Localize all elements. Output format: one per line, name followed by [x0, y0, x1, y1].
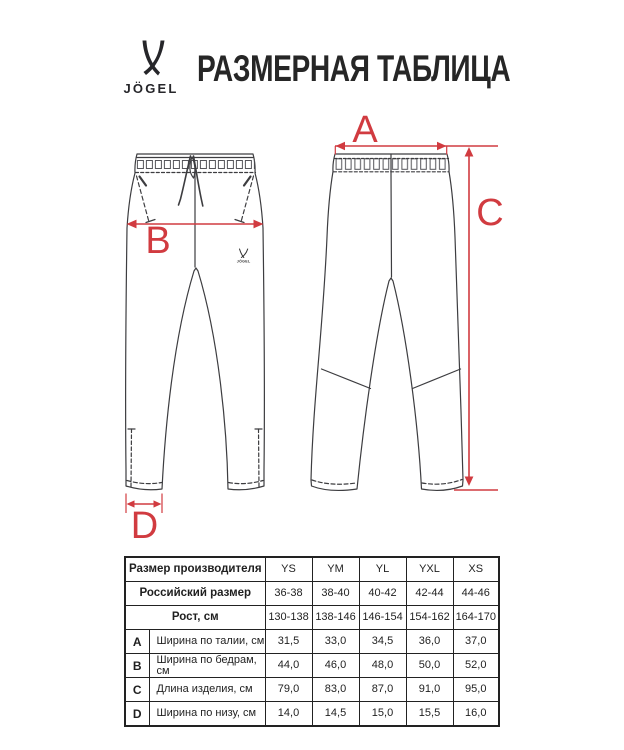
table-row-dim-c [125, 678, 499, 702]
dim-value: 15,0 [359, 702, 406, 727]
dim-value: 44,0 [265, 654, 312, 678]
dim-param-label: Ширина по бедрам, см [149, 654, 265, 678]
page-title: РАЗМЕРНАЯ ТАБЛИЦА [197, 48, 511, 89]
producer-size-label: Размер производителя [125, 557, 265, 582]
height-value: 164-170 [453, 606, 499, 630]
dim-value: 83,0 [312, 678, 359, 702]
table-row-producer-size [125, 557, 499, 582]
table-row-dim-b [125, 654, 499, 678]
dim-value: 91,0 [406, 678, 453, 702]
pants-front-view [126, 154, 265, 490]
dim-param-label: Ширина по низу, см [149, 702, 265, 727]
dim-value: 36,0 [406, 630, 453, 654]
dim-letter-cell: A [125, 630, 149, 654]
dim-value: 16,0 [453, 702, 499, 727]
size-code-ys: YS [265, 557, 312, 582]
russian-size-value: 36-38 [265, 582, 312, 606]
back-center-seam [391, 154, 392, 277]
dim-label-a: A [352, 109, 378, 151]
dim-letter-cell: D [125, 702, 149, 727]
dim-param-label: Ширина по талии, см [149, 630, 265, 654]
dim-value: 50,0 [406, 654, 453, 678]
dim-letter-cell: C [125, 678, 149, 702]
russian-size-value: 42-44 [406, 582, 453, 606]
table-row-height [125, 606, 499, 630]
height-value: 154-162 [406, 606, 453, 630]
size-code-ym: YM [312, 557, 359, 582]
table-row-dim-a [125, 630, 499, 654]
table-row-russian-size [125, 582, 499, 606]
table-row-dim-d [125, 702, 499, 727]
dim-letter-cell: B [125, 654, 149, 678]
size-table [124, 556, 500, 727]
dim-value: 46,0 [312, 654, 359, 678]
dim-value: 48,0 [359, 654, 406, 678]
size-code-yl: YL [359, 557, 406, 582]
size-code-xs: XS [453, 557, 499, 582]
dim-label-b: B [145, 220, 171, 262]
dim-label-d: D [130, 505, 159, 547]
size-code-yxl: YXL [406, 557, 453, 582]
dim-value: 79,0 [265, 678, 312, 702]
russian-size-label: Российский размер [125, 582, 265, 606]
brand-wordmark: JÖGEL [123, 81, 179, 96]
russian-size-value: 44-46 [453, 582, 499, 606]
russian-size-value: 38-40 [312, 582, 359, 606]
thigh-logo-wordmark: JÖGEL [236, 259, 251, 264]
dim-value: 37,0 [453, 630, 499, 654]
dim-value: 87,0 [359, 678, 406, 702]
dim-value: 14,0 [265, 702, 312, 727]
pants-back-view [311, 154, 463, 490]
dim-param-label: Длина изделия, см [149, 678, 265, 702]
dim-value: 34,5 [359, 630, 406, 654]
pants-back-outline [311, 154, 463, 490]
height-value: 146-154 [359, 606, 406, 630]
dim-value: 14,5 [312, 702, 359, 727]
dim-value: 95,0 [453, 678, 499, 702]
dim-value: 33,0 [312, 630, 359, 654]
russian-size-value: 40-42 [359, 582, 406, 606]
height-label: Рост, см [125, 606, 265, 630]
dim-value: 52,0 [453, 654, 499, 678]
dim-value: 15,5 [406, 702, 453, 727]
dim-value: 31,5 [265, 630, 312, 654]
dim-label-c: C [476, 192, 504, 234]
height-value: 130-138 [265, 606, 312, 630]
height-value: 138-146 [312, 606, 359, 630]
